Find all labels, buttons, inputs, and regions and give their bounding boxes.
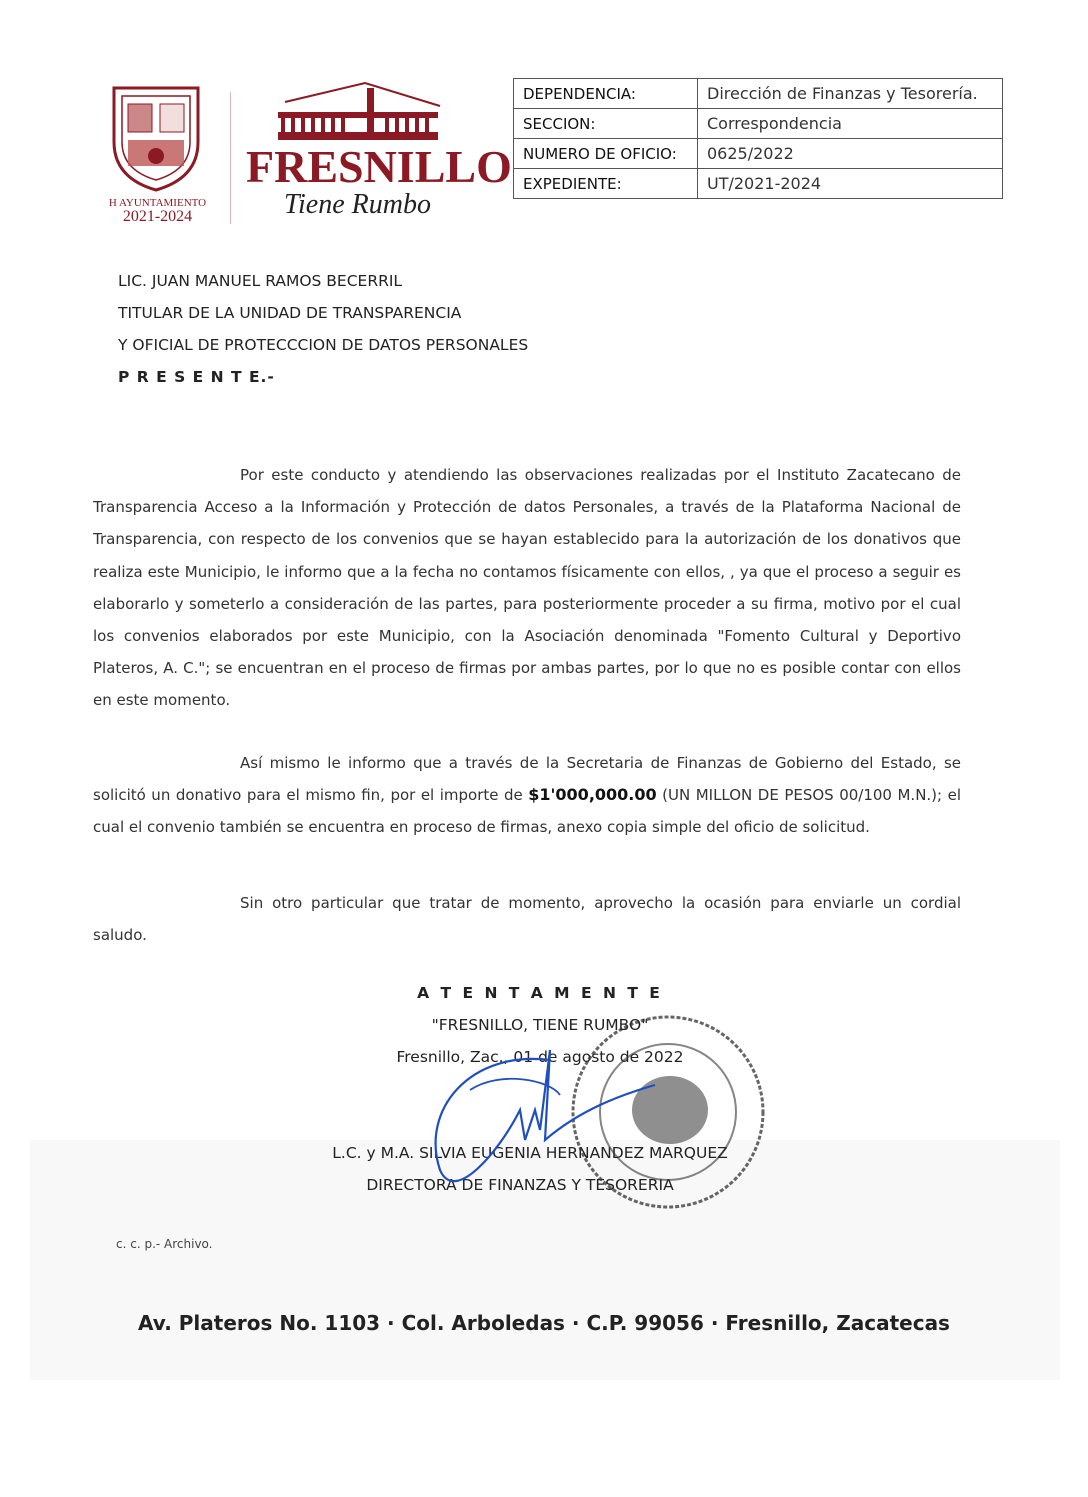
table-row (514, 109, 1003, 139)
paragraph-text: Por este conducto y atendiendo las observaciones realizadas por el Instituto Zacatecano de Transparencia Acceso a la Información y Protección de datos Personales, a través de la Plataforma Nacional de Transparencia, con respecto de los convenios que se hayan establecido para la autorización de los donativos que realiza este Municipio, le informo que a la fecha no contamos físicamente con ellos, , ya que el proceso a seguir es elaborarlo y someterlo a consideración de las partes, para posteriormente proceder a su firma, motivo por el cual los convenios elaborados por este Municipio, con la Asociación denominada "Fomento Cultural y Deportivo Plateros, A. C."; se encuentran en el proceso de firmas por ambas partes, por lo que no es posible contar con ellos en este momento. (93, 466, 961, 710)
addressee-role: Y OFICIAL DE PROTECCCION DE DATOS PERSONALES (118, 336, 529, 354)
expediente-value: UT/2021-2024 (698, 169, 1003, 199)
oficio-label: NUMERO DE OFICIO: (514, 139, 698, 169)
seccion-value: Correspondencia (698, 109, 1003, 139)
paragraph-text: Así mismo le informo que a través de la Secretaria de Finanzas de Gobierno del Estado, se solicitó un donativo para el mismo fin, por el importe de (93, 754, 961, 805)
brand-tagline: Tiene Rumbo (284, 189, 431, 220)
place-date: Fresnillo, Zac., 01 de agosto de 2022 (396, 1048, 684, 1066)
footer-address: Av. Plateros No. 1103 · Col. Arboledas · C.P. 99056 · Fresnillo, Zacatecas (138, 1311, 950, 1335)
closing: A T E N T A M E N T E (417, 984, 663, 1002)
amount: $1'000,000.00 (528, 785, 657, 805)
signer-title: DIRECTORA DE FINANZAS Y TESORERIA (366, 1176, 674, 1194)
document-info-table (513, 78, 1003, 199)
paragraph-text: Sin otro particular que tratar de momento, aprovecho la ocasión para enviarle un cordial saludo. (93, 894, 961, 945)
motto: "FRESNILLO, TIENE RUMBO" (431, 1016, 649, 1034)
table-row (514, 139, 1003, 169)
ccp-note: c. c. p.- Archivo. (116, 1237, 213, 1251)
table-row (514, 79, 1003, 109)
dependencia-value: Dirección de Finanzas y Tesorería. (698, 79, 1003, 109)
signer-name: L.C. y M.A. SILVIA EUGENIA HERNANDEZ MARQUEZ (332, 1144, 728, 1162)
expediente-label: EXPEDIENTE: (514, 169, 698, 199)
body-paragraph-3 (93, 887, 961, 951)
seal-text: H AYUNTAMIENTO (108, 197, 207, 209)
presente: P R E S E N T E.- (118, 368, 275, 386)
paragraph-text: (UN MILLON DE PESOS 00/100 M.N.); el cual el convenio también se encuentra en proceso de firmas, anexo copia simple del oficio de solicitud. (93, 786, 961, 837)
municipal-seal-logo (108, 82, 204, 194)
logo-divider (230, 92, 231, 224)
dependencia-label: DEPENDENCIA: (514, 79, 698, 109)
handwritten-signature (410, 1030, 670, 1210)
brand-name: FRESNILLO (246, 141, 512, 192)
seal-years: 2021-2024 (122, 208, 193, 225)
table-row (514, 169, 1003, 199)
body-paragraph-2 (93, 747, 961, 844)
seal-caption (100, 198, 215, 225)
seccion-label: SECCION: (514, 109, 698, 139)
addressee-name: LIC. JUAN MANUEL RAMOS BECERRIL (118, 272, 403, 290)
body-paragraph-1 (93, 459, 961, 717)
oficio-value: 0625/2022 (698, 139, 1003, 169)
addressee-title: TITULAR DE LA UNIDAD DE TRANSPARENCIA (118, 304, 462, 322)
